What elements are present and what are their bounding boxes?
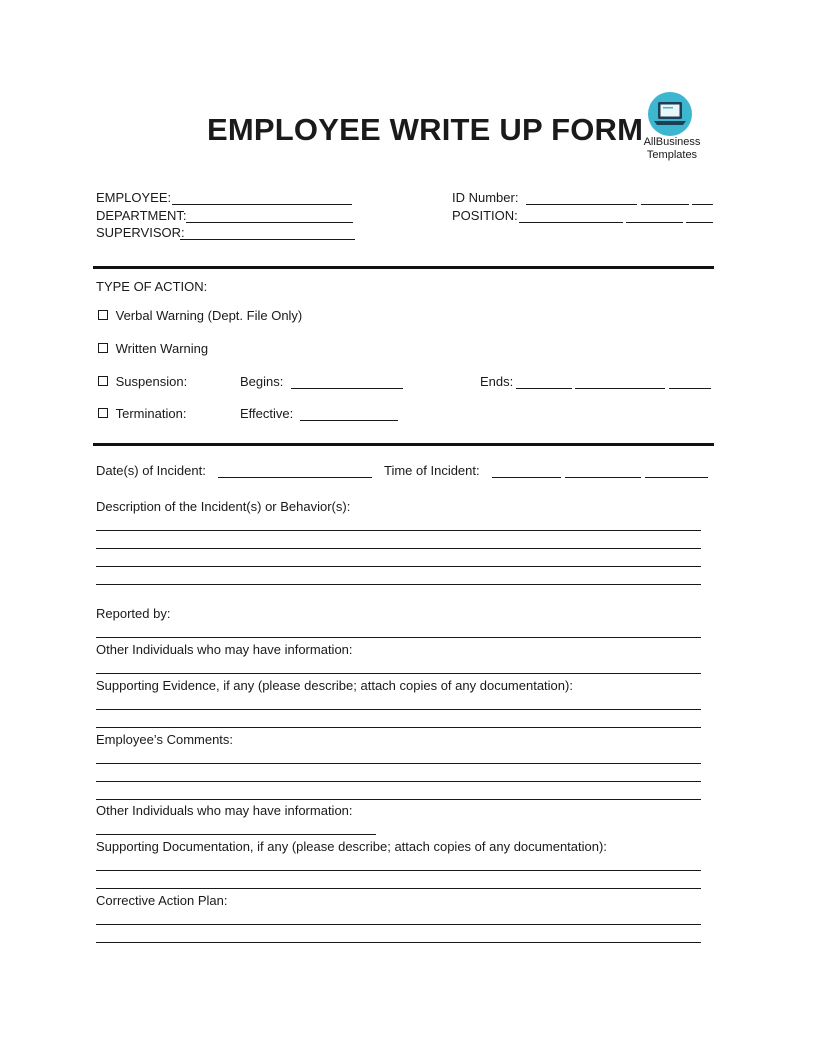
supporting-documentation-line-1[interactable] — [96, 870, 701, 871]
description-line-1[interactable] — [96, 530, 701, 531]
id-number-field-part3[interactable] — [692, 204, 713, 205]
id-number-label: ID Number: — [452, 190, 519, 205]
supporting-evidence-line-2[interactable] — [96, 727, 701, 728]
supervisor-label: SUPERVISOR: — [96, 225, 185, 240]
other-individuals-line[interactable] — [96, 673, 701, 674]
suspension-label: Suspension: — [115, 374, 188, 389]
dates-of-incident-label: Date(s) of Incident: — [96, 463, 206, 478]
corrective-action-plan-line-1[interactable] — [96, 924, 701, 925]
position-label: POSITION: — [452, 208, 518, 223]
corrective-action-plan-line-2[interactable] — [96, 942, 701, 943]
other-individuals-2-label: Other Individuals who may have information: — [96, 803, 353, 818]
employee-comments-line-3[interactable] — [96, 799, 701, 800]
section-divider-top — [93, 266, 714, 269]
termination-checkbox[interactable] — [98, 408, 108, 418]
description-line-4[interactable] — [96, 584, 701, 585]
begins-label: Begins: — [240, 374, 284, 389]
effective-label: Effective: — [240, 406, 294, 421]
written-warning-checkbox[interactable] — [98, 343, 108, 353]
verbal-warning-option[interactable] — [98, 308, 302, 324]
form-title: EMPLOYEE WRITE UP FORM — [207, 112, 644, 147]
supporting-documentation-label: Supporting Documentation, if any (please describe; attach copies of any documentation): — [96, 839, 607, 854]
time-of-incident-field-part1[interactable] — [492, 477, 561, 478]
suspension-option[interactable] — [98, 374, 187, 390]
supervisor-field[interactable] — [180, 239, 355, 240]
reported-by-line[interactable] — [96, 637, 701, 638]
suspension-checkbox[interactable] — [98, 376, 108, 386]
position-field-part2[interactable] — [626, 222, 683, 223]
ends-field-part1[interactable] — [516, 388, 572, 389]
section-divider-bottom — [93, 443, 714, 446]
begins-field[interactable] — [291, 388, 403, 389]
other-individuals-2-line[interactable] — [96, 834, 376, 835]
position-field-part3[interactable] — [686, 222, 713, 223]
termination-option[interactable] — [98, 406, 186, 422]
time-of-incident-field-part3[interactable] — [645, 477, 708, 478]
laptop-icon — [648, 92, 692, 136]
type-of-action-heading: TYPE OF ACTION: — [96, 279, 208, 294]
termination-label: Termination: — [115, 406, 187, 421]
verbal-warning-checkbox[interactable] — [98, 310, 108, 320]
id-number-field-part1[interactable] — [526, 204, 637, 205]
supporting-documentation-line-2[interactable] — [96, 888, 701, 889]
logo-line-1: AllBusiness — [643, 136, 701, 148]
employee-label: EMPLOYEE: — [96, 190, 172, 205]
time-of-incident-field-part2[interactable] — [565, 477, 641, 478]
description-label: Description of the Incident(s) or Behavior(s): — [96, 499, 351, 514]
employee-field[interactable] — [172, 204, 352, 205]
supporting-evidence-line-1[interactable] — [96, 709, 701, 710]
logo-line-2: Templates — [646, 149, 698, 161]
supporting-evidence-label: Supporting Evidence, if any (please describe; attach copies of any documentation): — [96, 678, 573, 693]
dates-of-incident-field[interactable] — [218, 477, 372, 478]
corrective-action-plan-label: Corrective Action Plan: — [96, 893, 228, 908]
written-warning-label: Written Warning — [115, 341, 209, 356]
effective-field[interactable] — [300, 420, 398, 421]
position-field-part1[interactable] — [519, 222, 623, 223]
description-line-3[interactable] — [96, 566, 701, 567]
other-individuals-label: Other Individuals who may have information: — [96, 642, 353, 657]
employee-comments-line-1[interactable] — [96, 763, 701, 764]
verbal-warning-label: Verbal Warning (Dept. File Only) — [115, 308, 303, 323]
written-warning-option[interactable] — [98, 341, 208, 357]
reported-by-label: Reported by: — [96, 606, 171, 621]
allbusiness-logo — [640, 92, 704, 162]
ends-field-part2[interactable] — [575, 388, 665, 389]
description-line-2[interactable] — [96, 548, 701, 549]
ends-label: Ends: — [480, 374, 514, 389]
department-label: DEPARTMENT: — [96, 208, 187, 223]
employee-comments-label: Employee’s Comments: — [96, 732, 234, 747]
ends-field-part3[interactable] — [669, 388, 711, 389]
id-number-field-part2[interactable] — [641, 204, 689, 205]
department-field[interactable] — [186, 222, 353, 223]
time-of-incident-label: Time of Incident: — [384, 463, 480, 478]
employee-comments-line-2[interactable] — [96, 781, 701, 782]
